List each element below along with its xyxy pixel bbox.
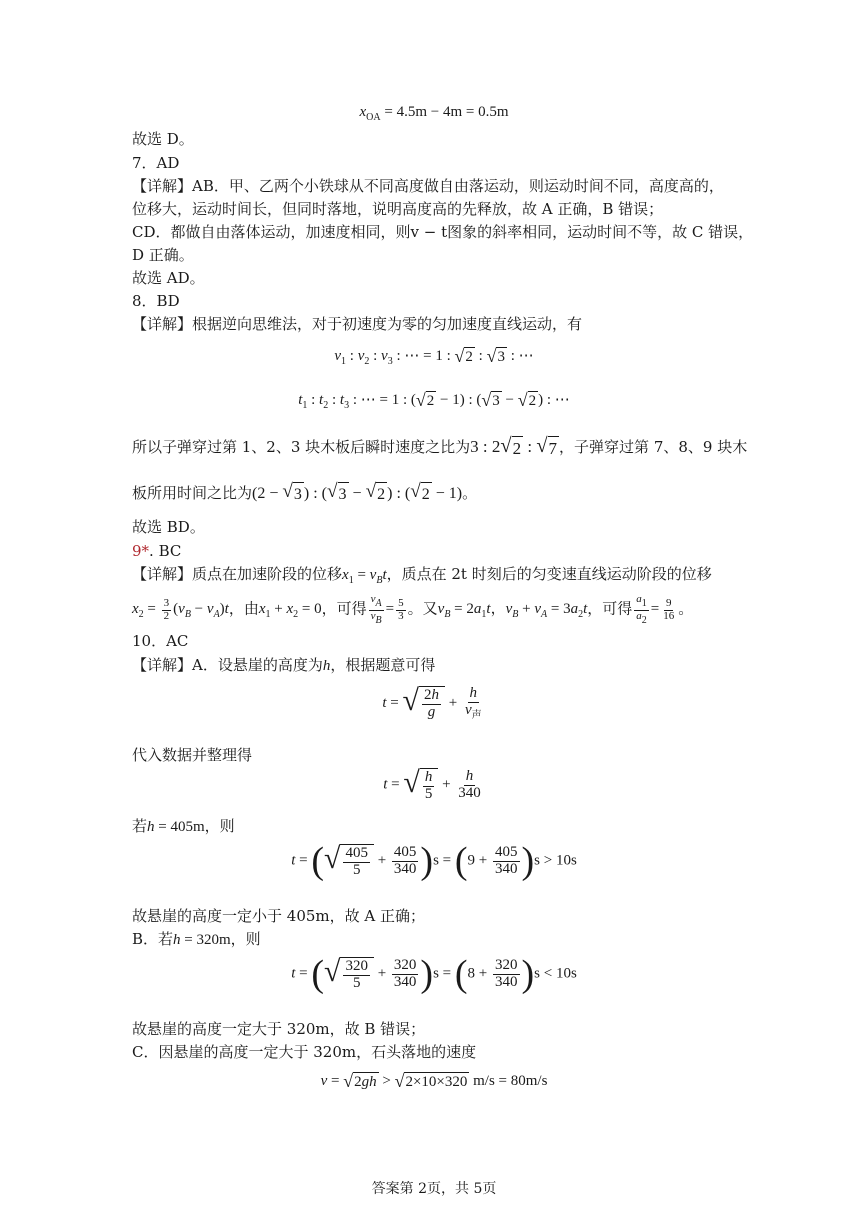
text-line: 代入数据并整理得 bbox=[132, 746, 253, 764]
question-9-answer bbox=[132, 540, 181, 562]
text-line bbox=[132, 815, 235, 838]
inline-equation: 3 : 2 √ 2 : √ 7 bbox=[470, 435, 558, 459]
text-line: 故悬崖的高度一定大于 320m，故 B 错误； bbox=[132, 1020, 426, 1038]
equation-time-ratio: $t_1$ : $t_2$ : $t_3$ : ⋯ = 1 : ( √ 2 − 1) : ( √ 3 − √ 2 ) : ⋯ bbox=[298, 390, 570, 411]
text-fragment: 所以子弹穿过第 1、2、3 块木板后瞬时速度之比为 bbox=[132, 438, 471, 456]
text-fragment: ，则 bbox=[230, 930, 261, 948]
text-line-velocity-ratio bbox=[132, 436, 747, 460]
inline-equation: h = 320m bbox=[173, 932, 231, 948]
text-line bbox=[132, 563, 712, 592]
text-fragment: 板所用时间之比为 bbox=[132, 484, 253, 502]
text-line bbox=[132, 654, 435, 677]
question-7-answer: 7．AD bbox=[132, 154, 180, 172]
question-9-number: 9* bbox=[132, 542, 150, 560]
equation-velocity: v = √ 2 gh > √ 2×10×320 m/s = 80m/s bbox=[320, 1071, 548, 1091]
text-fragment: 。 bbox=[678, 599, 694, 618]
inline-equation: (2 − √ 3 ) : ( √ 3 − √ 2 ) : ( √ 2 − 1) bbox=[252, 485, 462, 502]
text-line: 位移大，运动时间长，但同时落地，说明高度高的先释放，故 A 正确，B 错误； bbox=[132, 200, 664, 218]
equation-velocity-ratio: $v_1$ : $v_2$ : $v_3$ : ⋯ = 1 : √ 2 : √ 3 : ⋯ bbox=[334, 346, 534, 367]
text-fragment: ，子弹穿过第 7、8、9 块木 bbox=[559, 438, 748, 456]
text-fragment: B．若 bbox=[132, 930, 174, 948]
text-fragment: ，可得 bbox=[587, 599, 633, 618]
inline-equation: $x_1 = v_Bt$ bbox=[342, 567, 387, 586]
text-fragment: ，由 bbox=[228, 599, 259, 618]
inline-equation: $\frac{vA}{vB}$ = $\frac{5}{3}$ bbox=[370, 593, 404, 626]
text-line bbox=[132, 928, 261, 951]
text-line-time-ratio bbox=[132, 482, 477, 506]
equation-time-numeric: t = √ $\frac{h}{5}$ + $\frac{h}{340}$ bbox=[383, 766, 481, 802]
text-fragment: 。 bbox=[462, 484, 478, 502]
inline-equation: $\frac{a1}{a2}$ = $\frac{9}{16}$ bbox=[636, 593, 675, 626]
text-line: 【详解】AB．甲、乙两个小铁球从不同高度做自由落运动，则运动时间不同，高度高的， bbox=[132, 177, 724, 195]
inline-equation: h = 405m bbox=[147, 819, 205, 835]
equation-case-320: t = ( √ $\frac{320}{5}$ + $\frac{320}{340}$ )s = (8 + $\frac{320}{340}$ )s < 10s bbox=[291, 953, 577, 995]
text-line: 故选 BD。 bbox=[132, 518, 205, 536]
text-line: 故选 D。 bbox=[132, 130, 194, 148]
question-10-answer: 10．AC bbox=[132, 632, 189, 650]
inline-variable: h bbox=[322, 658, 331, 674]
equation-x-oa: $x_{OA} = 4.5m - 4m = 0.5m$ bbox=[359, 104, 509, 123]
text-fragment: 【详解】A．设悬崖的高度为 bbox=[132, 656, 323, 674]
text-fragment: . BC bbox=[149, 542, 182, 560]
text-line-x2 bbox=[132, 594, 693, 626]
text-line: 【详解】根据逆向思维法，对于初速度为零的匀加速度直线运动，有 bbox=[132, 315, 583, 333]
text-line: D 正确。 bbox=[132, 246, 194, 264]
text-line: C．因悬崖的高度一定大于 320m，石头落地的速度 bbox=[132, 1043, 477, 1061]
inline-equation: $v_B = 2a_1t$，$v_B + v_A = 3a_2t$ bbox=[437, 601, 588, 621]
equation-case-405: t = ( √ $\frac{405}{5}$ + $\frac{405}{340}$ )s = (9 + $\frac{405}{340}$ )s > 10s bbox=[291, 840, 577, 882]
text-fragment: ，则 bbox=[204, 817, 235, 835]
text-fragment: 若 bbox=[132, 817, 148, 835]
text-line: 故选 AD。 bbox=[132, 269, 205, 287]
inline-equation: $x_2$ = $\frac{3}{2}$ $(v_B - v_A)t$ bbox=[132, 596, 229, 622]
text-fragment: 【详解】质点在加速阶段的位移 bbox=[132, 565, 343, 583]
text-line: CD．都做自由落体运动，加速度相同，则v − t图象的斜率相同，运动时间不等，故 C 错误， bbox=[132, 223, 754, 241]
inline-equation: $x_1 + x_2 = 0$ bbox=[258, 601, 322, 621]
text-line: 故悬崖的高度一定小于 405m，故 A 正确； bbox=[132, 907, 425, 925]
equation-time-model: t = √ $\frac{2h}{g}$ + $\frac{h}{v_声}$ bbox=[382, 684, 482, 721]
text-fragment: 。又 bbox=[407, 599, 438, 618]
text-fragment: ，可得 bbox=[321, 599, 367, 618]
text-fragment: ，质点在 2t 时刻后的匀变速直线运动阶段的位移 bbox=[386, 565, 712, 583]
page-footer: 答案第 2页，共 5页 bbox=[371, 1181, 497, 1197]
question-8-answer: 8．BD bbox=[132, 292, 180, 310]
text-fragment: ，根据题意可得 bbox=[330, 656, 436, 674]
